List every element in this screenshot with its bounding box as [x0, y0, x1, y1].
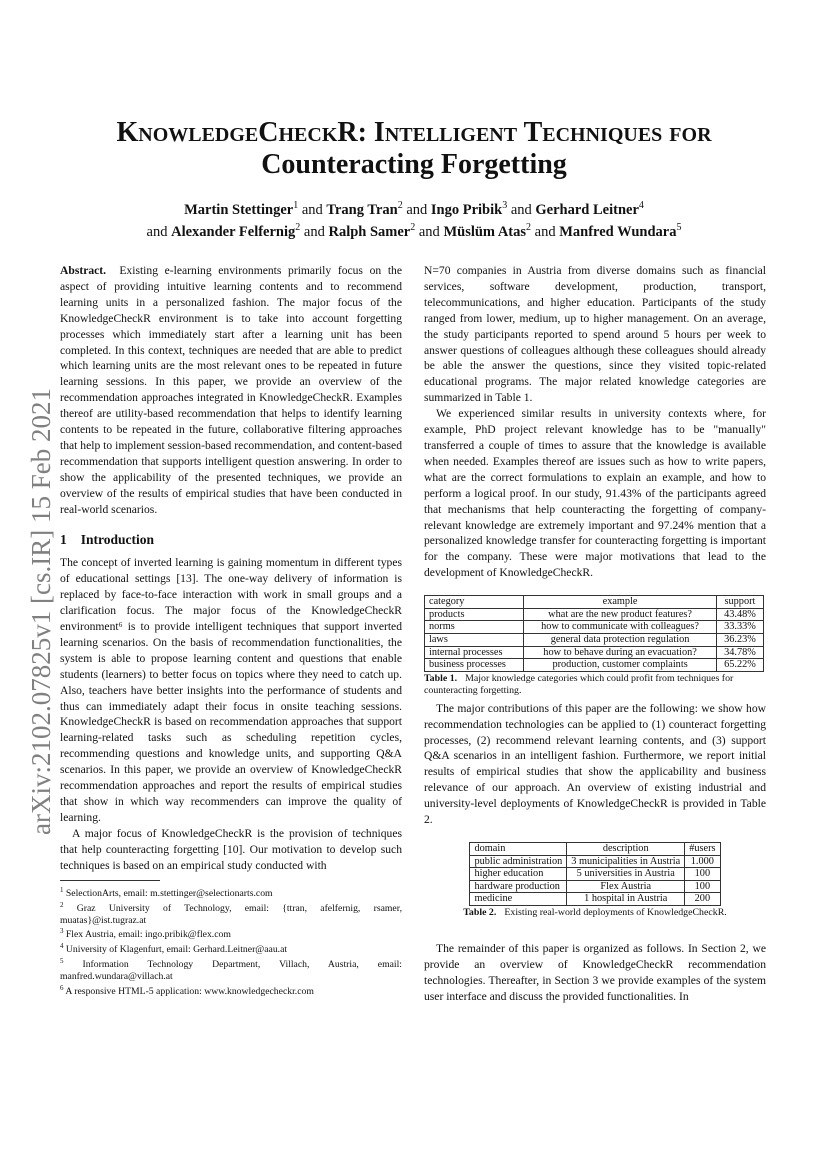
table-row	[470, 868, 720, 881]
table-1-caption	[424, 673, 766, 697]
table-cell: norms	[425, 621, 524, 634]
author-separator: and	[415, 223, 444, 240]
table-cell: medicine	[470, 893, 567, 906]
table-cell: Flex Austria	[567, 880, 685, 893]
author-separator: and	[507, 201, 536, 218]
table-header-cell: domain	[470, 842, 567, 855]
section-heading-intro	[60, 532, 402, 548]
author-separator: and	[300, 223, 329, 240]
footnote-rule	[60, 880, 160, 881]
table-cell: 65.22%	[716, 659, 763, 672]
title-line1: KnowledgeCheckR: Intelligent Techniques for	[116, 117, 712, 148]
table-cell: products	[425, 608, 524, 621]
table-cell: internal processes	[425, 646, 524, 659]
author-affiliation-marker: 5	[676, 221, 682, 233]
table-cell: 34.78%	[716, 646, 763, 659]
author-separator: and	[531, 223, 560, 240]
author-affiliation-marker: 1	[293, 200, 299, 211]
author-separator: and	[146, 223, 172, 240]
footnotes	[60, 885, 402, 999]
author-name: Gerhard Leitner	[535, 201, 639, 218]
table-cell: 3 municipalities in Austria	[567, 855, 685, 868]
footnote-marker: 2	[60, 900, 64, 909]
abstract	[60, 263, 402, 518]
table-1	[424, 595, 764, 672]
title-line2: Counteracting Forgetting	[261, 149, 567, 180]
table-row	[425, 633, 764, 646]
author-separator: and	[402, 201, 431, 218]
table-row	[425, 621, 764, 634]
footnote-text: SelectionArts, email: m.stettinger@selectionarts.com	[63, 887, 273, 899]
footnote	[60, 926, 402, 941]
author-name: Manfred Wundara	[559, 223, 677, 240]
table-cell: how to communicate with colleagues?	[524, 621, 717, 634]
left-column	[60, 263, 402, 998]
table-row	[425, 646, 764, 659]
table-cell: how to behave during an evacuation?	[524, 646, 717, 659]
footnote-text: Graz University of Technology, email: {ttran, afelfernig, rsamer, muatas}@ist.tugraz.at	[60, 902, 402, 926]
table-cell: hardware production	[470, 880, 567, 893]
arxiv-side-label: arXiv:2102.07825v1 [cs.IR] 15 Feb 2021	[26, 388, 56, 835]
table-row	[470, 893, 720, 906]
author-affiliation-marker: 2	[295, 221, 301, 233]
section-number: 1	[60, 531, 67, 547]
abstract-text: Existing e-learning environments primarily focus on the aspect of providing intuitive learning contents and to recommend learning units in a personalized fashion. The major focus of the KnowledgeCheckR environment is to take into account forgetting processes which immediately start after a learning unit has been completed. In this context, techniques are needed that are able to predict which learning units are the most relevant ones to be repeated in future learning sessions. In this paper, we provide an overview of the recommendation approaches integrated in KnowledgeCheckR. Examples thereof are utility-based recommendation that helps to identify learning contents to be repeated in the future, collaborative filtering approaches that help to implement session-based recommendation, and content-based recommendation that supports intelligent question answering. In order to show the applicability of the presented techniques, we provide an overview of the results of empirical studies that have been conducted in real-world scenarios.	[60, 264, 402, 516]
right-paragraph-3: The major contributions of this paper are the following: we show how recommendation technologies can be applied to (1) counteract forgetting processes, (2) recommend relevant learning contents, and (3) support Q&A scenarios in an intelligent fashion. Furthermore, we report initial results of empirical studies that show the applicability and business relevance of our approach. An overview of existing industrial and university-level deployments of KnowledgeCheckR is provided in Table 2.	[424, 701, 766, 827]
author-name: Müslüm Atas	[443, 223, 527, 240]
author-name: Alexander Felfernig	[171, 223, 296, 240]
table-cell: public administration	[470, 855, 567, 868]
footnote-marker: 6	[60, 984, 64, 993]
table-cell: 1.000	[685, 855, 720, 868]
table-cell: 100	[685, 868, 720, 881]
right-paragraph-2: We experienced similar results in university contexts where, for example, PhD project relevant knowledge has to be "manually" transferred a couple of times to assure that the knowledge is available when needed. Examples thereof are issues such as how to write papers, what are the correct formulations to explain an example, and how to perform a logical proof. In our study, 91.43% of the participants agreed that mechanisms that help counteracting the forgetting of company-relevant knowledge are extremely important and 97.24% mention that a personalized knowledge transfer for counteracting forgetting is important for the company. These were major motivations that lead to the development of KnowledgeCheckR.	[424, 407, 766, 580]
intro-paragraph-2: A major focus of KnowledgeCheckR is the provision of techniques that help counteracting forgetting [10]. Our motivation to develop such techniques is based on an empirical study conducted with	[60, 826, 402, 872]
right-column	[424, 263, 766, 1005]
table-row	[470, 880, 720, 893]
author-affiliation-marker: 3	[502, 200, 508, 211]
table-header-cell: support	[716, 596, 763, 609]
table-header-row	[470, 842, 720, 855]
footnote	[60, 941, 402, 956]
footnote	[60, 885, 402, 900]
authors-line1	[60, 197, 768, 219]
author-affiliation-marker: 4	[638, 200, 644, 211]
footnote	[60, 900, 402, 927]
table-cell: higher education	[470, 868, 567, 881]
right-paragraph-4: The remainder of this paper is organized as follows. In Section 2, we provide an overview of KnowledgeCheckR recommendation technologies. Thereafter, in Section 3 we provide examples of the system user interface and discuss the provided functionalities. In	[424, 941, 766, 1003]
author-name: Ralph Samer	[328, 223, 411, 240]
table-header-cell: #users	[685, 842, 720, 855]
table-row	[470, 855, 720, 868]
footnote-marker: 5	[60, 957, 64, 966]
table-cell: 36.23%	[716, 633, 763, 646]
footnote-text: A responsive HTML-5 application: www.knowledgecheckr.com	[63, 986, 314, 998]
footnote-text: Information Technology Department, Villach, Austria, email: manfred.wundara@villach.at	[60, 959, 402, 983]
author-affiliation-marker: 2	[526, 221, 532, 233]
table-cell: 100	[685, 880, 720, 893]
authors-line2	[60, 219, 768, 241]
intro-paragraph-1: The concept of inverted learning is gaining momentum in different types of educational settings [13]. The one-way delivery of information is replaced by face-to-face interaction with work in small groups and a clarification focus. The major focus of the KnowledgeCheckR environment⁶ is to provide intelligent techniques that support inverted learning scenarios. On the basis of recommendation functionalities, the system is able to propose learning content and questions that enable students (learners) to better focus on topics where they need to catch up. Also, teachers have better insights into the performance of students and thus can immediately adapt their focus in onsite teaching sessions. KnowledgeCheckR is based on recommendation approaches that support learning-related tasks such as scheduling repetition cycles, recommending questions and knowledge units, and supporting Q&A scenarios. In this paper, we provide an overview of KnowledgeCheckR recommendation approaches and report the results of empirical studies that show in which way recommenders can improve the quality of learning.	[60, 556, 402, 824]
table-cell: 5 universities in Austria	[567, 868, 685, 881]
table-2	[469, 842, 720, 906]
table-1-caption-label: Table 1.	[424, 672, 458, 684]
right-paragraph-1: N=70 companies in Austria from diverse domains such as financial services, software development, production, transport, telecommunications, and higher education. Participants of the study ranged from lower, medium, up to higher management. On an average, the study participants reported to spend around 5 hours per week to answer questions of colleagues although these colleagues should already be able the answer the questions, since they visited topic-related educational programs. The major related knowledge categories are summarized in Table 1.	[424, 264, 766, 405]
footnote-text: University of Klagenfurt, email: Gerhard.Leitner@aau.at	[63, 944, 288, 956]
table-cell: laws	[425, 633, 524, 646]
footnote-marker: 1	[60, 885, 64, 894]
table-header-cell: description	[567, 842, 685, 855]
table-2-caption-label: Table 2.	[463, 906, 497, 918]
author-separator: and	[298, 201, 327, 218]
table-cell: general data protection regulation	[524, 633, 717, 646]
table-cell: 1 hospital in Austria	[567, 893, 685, 906]
section-title: Introduction	[80, 531, 155, 547]
abstract-label: Abstract.	[60, 264, 107, 277]
table-header-row	[425, 596, 764, 609]
footnote	[60, 983, 402, 998]
table-header-cell: category	[425, 596, 524, 609]
author-name: Ingo Pribik	[430, 201, 503, 218]
table-cell: production, customer complaints	[524, 659, 717, 672]
footnote	[60, 956, 402, 983]
table-header-cell: example	[524, 596, 717, 609]
paper-title	[60, 117, 768, 181]
table-cell: 43.48%	[716, 608, 763, 621]
author-name: Trang Tran	[326, 201, 398, 218]
table-cell: 200	[685, 893, 720, 906]
author-affiliation-marker: 2	[410, 221, 416, 233]
footnote-marker: 3	[60, 927, 64, 936]
table-cell: business processes	[425, 659, 524, 672]
footnote-marker: 4	[60, 942, 64, 951]
table-cell: what are the new product features?	[524, 608, 717, 621]
footnote-text: Flex Austria, email: ingo.pribik@flex.com	[63, 929, 231, 941]
table-1-caption-text: Major knowledge categories which could profit from techniques for counteracting forgetting.	[424, 672, 734, 696]
table-cell: 33.33%	[716, 621, 763, 634]
table-2-caption-text: Existing real-world deployments of KnowledgeCheckR.	[504, 906, 727, 918]
table-row	[425, 659, 764, 672]
author-list	[60, 197, 768, 241]
author-affiliation-marker: 2	[397, 200, 403, 211]
author-name: Martin Stettinger	[184, 201, 294, 218]
table-2-caption	[424, 907, 766, 919]
table-row	[425, 608, 764, 621]
